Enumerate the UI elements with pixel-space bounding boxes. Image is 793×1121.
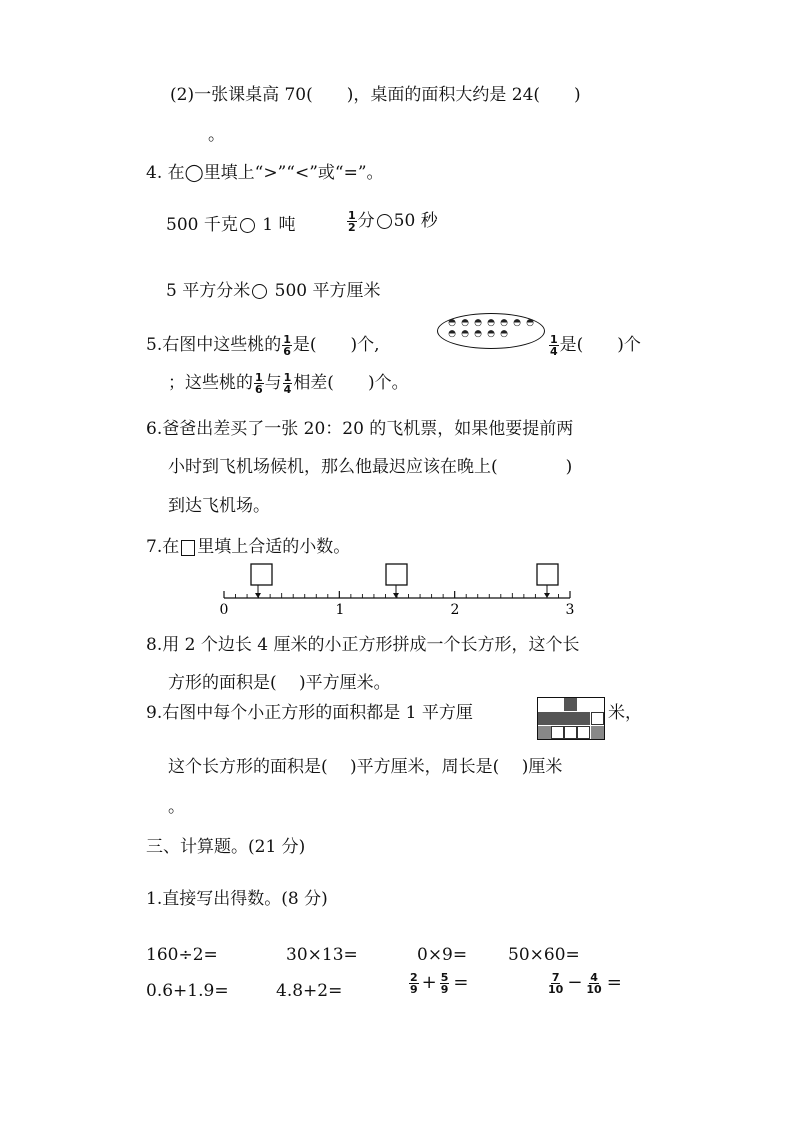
fraction-1-4b: $\frac{1}{4}$ <box>283 371 292 396</box>
tick-label-0: 0 <box>219 602 229 618</box>
answer-box-1 <box>251 564 272 585</box>
fraction-4-10: $\frac{4}{10}$ <box>586 971 602 996</box>
question-6-line2: 小时到飞机场候机，那么他最迟应该在晚上( ) <box>168 457 573 477</box>
fraction-half: $\frac{1}{2}$ <box>348 209 356 234</box>
peach-icon: ◓ <box>461 329 469 339</box>
fraction-1-6b: $\frac{1}{6}$ <box>255 371 263 396</box>
calc-6: 4.8+2= <box>276 981 343 1001</box>
peach-icon: ◓ <box>461 318 469 328</box>
question-8-line2: 方形的面积是( )平方厘米。 <box>168 673 391 693</box>
question-4-item3 <box>166 280 381 302</box>
question-4-item1 <box>166 214 295 236</box>
peach-icon: ◓ <box>500 318 508 328</box>
calc-5: 0.6+1.9= <box>146 981 229 1001</box>
peach-icon: ◓ <box>513 318 521 328</box>
question-5-line1: 5.右图中这些桃的 $\frac{1}{6}$ 是( )个, <box>146 333 380 358</box>
fraction-2-9: $\frac{2}{9}$ <box>410 971 418 996</box>
peach-icon: ◓ <box>474 318 482 328</box>
item2-left: 分 <box>357 211 375 231</box>
peach-icon: ◓ <box>487 318 495 328</box>
peach-icon: ◓ <box>526 318 534 328</box>
question-6-line1: 6.爸爸出差买了一张 20：20 的飞机票，如果他要提前两 <box>146 419 574 439</box>
fraction-7-10: $\frac{7}{10}$ <box>548 971 564 996</box>
answer-box-3 <box>537 564 558 585</box>
tick-label-2: 2 <box>450 602 460 618</box>
question-5-line1-end: $\frac{1}{4}$ 是( )个 <box>550 333 641 358</box>
calc-7: $\frac{2}{9}$ + $\frac{5}{9}$ = <box>410 971 469 996</box>
peach-icon: ◓ <box>474 329 482 339</box>
answer-box-2 <box>386 564 407 585</box>
section-3-title: 三、计算题。(21 分) <box>146 837 306 857</box>
fraction-5-9: $\frac{5}{9}$ <box>440 971 449 996</box>
question-7-title: 7.在 里填上合适的小数。 <box>146 537 351 557</box>
question-4-item2 <box>346 210 438 233</box>
calc-3: 0×9= <box>417 945 468 965</box>
fraction-1-4: $\frac{1}{4}$ <box>550 333 558 358</box>
compare-circle-3[interactable] <box>252 284 267 299</box>
peaches-group <box>446 318 538 340</box>
item1-right: 1 吨 <box>256 215 296 235</box>
question-2-line1: (2)一张课桌高 70( )，桌面的面积大约是 24( ) <box>170 85 581 105</box>
question-9-line3: 。 <box>168 797 185 817</box>
calc-4: 50×60= <box>508 945 580 965</box>
peach-icon: ◓ <box>487 329 495 339</box>
compare-circle-2[interactable] <box>377 214 392 229</box>
calc-1: 160÷2= <box>146 945 218 965</box>
section-3-sub1: 1.直接写出得数。(8 分) <box>146 889 328 909</box>
tick-label-3: 3 <box>565 602 575 618</box>
question-9-line2: 这个长方形的面积是( )平方厘米，周长是( )厘米 <box>168 757 563 777</box>
fraction-1-6: $\frac{1}{6}$ <box>283 333 291 358</box>
item3-left: 5 平方分米 <box>166 281 251 301</box>
question-9-line1a: 9.右图中每个小正方形的面积都是 1 平方厘 <box>146 703 473 723</box>
question-5-line2: ；这些桃的 $\frac{1}{6}$ 与 $\frac{1}{4}$ 相差( )个。 <box>168 371 409 396</box>
question-8-line1: 8.用 2 个边长 4 厘米的小正方形拼成一个长方形，这个长 <box>146 635 580 655</box>
item2-right: 50 秒 <box>393 211 438 231</box>
rectangle-grid-figure <box>537 697 605 740</box>
item3-right: 500 平方厘米 <box>269 281 381 301</box>
question-2-line2: 。 <box>208 125 225 145</box>
square-box-icon <box>181 540 195 556</box>
peach-icon: ◓ <box>448 318 456 328</box>
compare-circle-1[interactable] <box>240 218 255 233</box>
question-6-line3: 到达飞机场。 <box>168 496 270 516</box>
peach-icon: ◓ <box>448 329 456 339</box>
calc-8: $\frac{7}{10}$ − $\frac{4}{10}$ = <box>548 971 622 996</box>
question-9-line1b: 米， <box>608 703 642 723</box>
item1-left: 500 千克 <box>166 215 238 235</box>
peach-icon: ◓ <box>500 329 508 339</box>
calc-2: 30×13= <box>286 945 358 965</box>
tick-label-1: 1 <box>335 602 345 618</box>
question-4-title: 4. 在◯里填上“>”“<”或“=”。 <box>146 163 384 183</box>
number-line-figure <box>215 560 585 618</box>
